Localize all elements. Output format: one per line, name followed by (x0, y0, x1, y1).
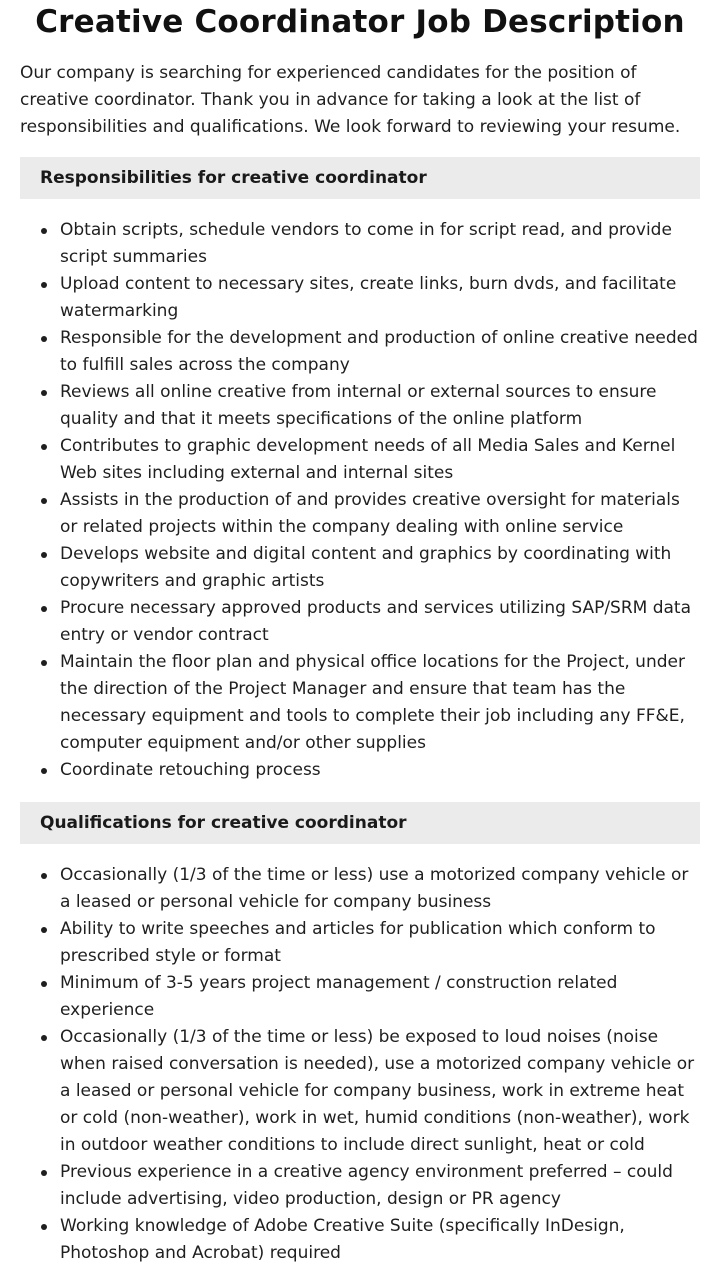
list-item: Upload content to necessary sites, create links, burn dvds, and facilitate watermarking (60, 271, 700, 325)
list-item: Maintain the floor plan and physical office locations for the Project, under the direction of the Project Manager and ensure that team has the necessary equipment and tools to complete their job including any FF&E, computer equipment and/or other supplies (60, 649, 700, 757)
list-item: Assists in the production of and provides creative oversight for materials or related projects within the company dealing with online service (60, 487, 700, 541)
list-item: Reviews all online creative from internal or external sources to ensure quality and that it meets specifications of the online platform (60, 379, 700, 433)
list-item: Coordinate retouching process (60, 757, 700, 784)
list-item: Minimum of 3-5 years project management / construction related experience (60, 970, 700, 1024)
list-item: Develops website and digital content and graphics by coordinating with copywriters and graphic artists (60, 541, 700, 595)
intro-paragraph: Our company is searching for experienced candidates for the position of creative coordinator. Thank you in advance for taking a look at the list of responsibilities and qualifications. We look forward to reviewing your resume. (20, 63, 681, 137)
list-item: Responsible for the development and production of online creative needed to fulfill sales across the company (60, 325, 700, 379)
responsibilities-heading: Responsibilities for creative coordinator (20, 157, 700, 199)
qualifications-heading: Qualifications for creative coordinator (20, 802, 700, 844)
list-item: Previous experience in a creative agency environment preferred – could include advertising, video production, design or PR agency (60, 1159, 700, 1213)
list-item: Occasionally (1/3 of the time or less) use a motorized company vehicle or a leased or personal vehicle for company business (60, 862, 700, 916)
qualifications-list (20, 862, 700, 1267)
page-title: Creative Coordinator Job Description (35, 4, 685, 40)
list-item: Occasionally (1/3 of the time or less) be exposed to loud noises (noise when raised conversation is needed), use a motorized company vehicle or a leased or personal vehicle for company business, work in extreme heat or cold (non-weather), work in wet, humid conditions (non-weather), work in outdoor weather conditions to include direct sunlight, heat or cold (60, 1024, 700, 1159)
list-item: Contributes to graphic development needs of all Media Sales and Kernel Web sites including external and internal sites (60, 433, 700, 487)
list-item: Procure necessary approved products and services utilizing SAP/SRM data entry or vendor contract (60, 595, 700, 649)
responsibilities-list (20, 217, 700, 784)
list-item: Obtain scripts, schedule vendors to come in for script read, and provide script summaries (60, 217, 700, 271)
list-item: Ability to write speeches and articles for publication which conform to prescribed style or format (60, 916, 700, 970)
list-item: Working knowledge of Adobe Creative Suite (specifically InDesign, Photoshop and Acrobat) required (60, 1213, 700, 1267)
